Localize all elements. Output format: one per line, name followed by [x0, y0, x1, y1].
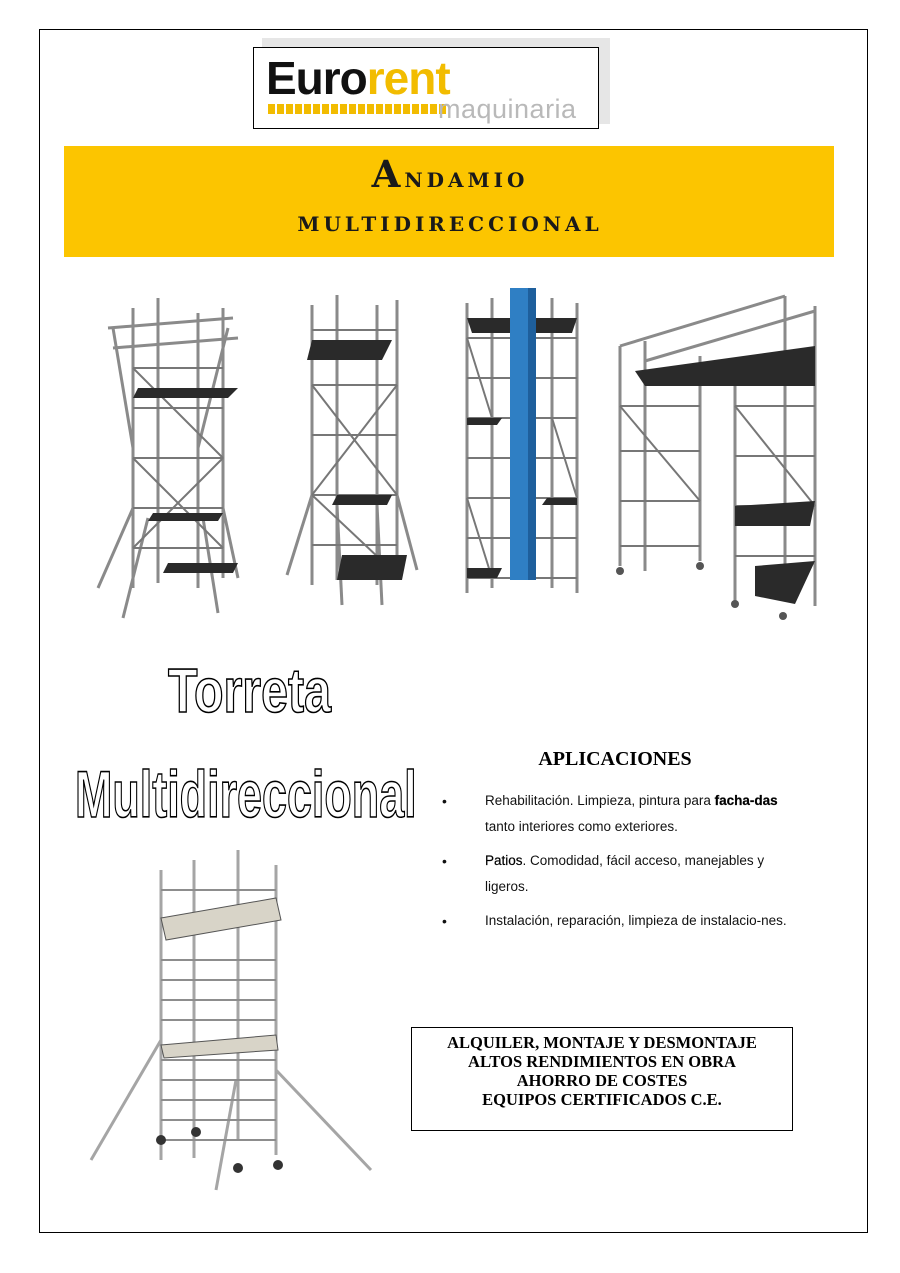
applications-title: APLICACIONES	[538, 748, 692, 770]
scaffold-tower-blue-column-icon	[462, 288, 582, 608]
wordart-multidireccional: Multidireccional	[75, 757, 417, 831]
item-rest: tanto interiores como exteriores.	[485, 819, 678, 834]
service-line: ALQUILER, MONTAJE Y DESMONTAJE	[447, 1033, 757, 1052]
mobile-tower-icon	[86, 840, 378, 1195]
services-box	[411, 1027, 793, 1131]
item-rest: . Comodidad, fácil acceso, manejables y ligeros.	[485, 853, 765, 894]
scaffold-bridge-icon	[615, 286, 825, 624]
scaffold-tower-icon	[88, 288, 253, 628]
item-lead: Rehabilitación. Limpieza, pintura para	[485, 793, 715, 808]
page-title-line1: Andamio	[371, 152, 529, 196]
bullet-icon: •	[442, 913, 447, 929]
logo-word-euro: Euro	[266, 52, 367, 104]
logo-dots	[268, 104, 446, 114]
page-title-line2: multidireccional	[297, 204, 603, 238]
list-item	[440, 848, 790, 900]
bullet-icon: •	[442, 853, 447, 869]
eurorent-logo	[253, 47, 599, 129]
item-emphasis: Patios	[485, 853, 523, 868]
logo-word-rent: rent	[366, 52, 450, 104]
wordart-torreta: Torreta	[168, 657, 332, 726]
logo-wordmark	[266, 52, 450, 104]
item-emphasis: facha-das	[714, 793, 778, 808]
service-line: EQUIPOS CERTIFICADOS C.E.	[482, 1090, 722, 1109]
list-item	[440, 908, 790, 934]
item-lead: Instalación, reparación, limpieza de instalacio-nes.	[485, 913, 787, 928]
service-line: AHORRO DE COSTES	[516, 1071, 688, 1090]
list-item	[440, 788, 790, 840]
logo-tagline: maquinaria	[438, 94, 577, 124]
service-line: ALTOS RENDIMIENTOS EN OBRA	[468, 1052, 736, 1071]
applications-list	[440, 788, 790, 942]
bullet-icon: •	[442, 793, 447, 809]
scaffold-tower-icon	[282, 285, 422, 615]
